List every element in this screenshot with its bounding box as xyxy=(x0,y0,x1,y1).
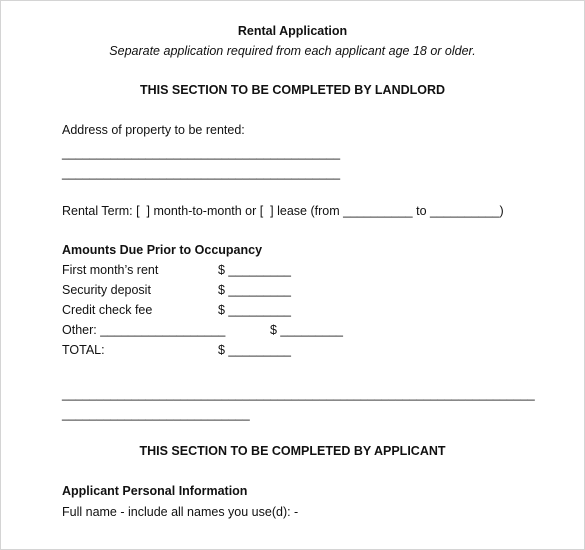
amount-value-credit-check-fee[interactable]: $ _________ xyxy=(218,303,291,317)
address-blank-line-1[interactable]: ________________________________________ xyxy=(62,146,341,160)
amount-label-credit-check-fee: Credit check fee xyxy=(62,303,153,317)
address-blank-line-2[interactable]: ________________________________________ xyxy=(62,166,341,180)
long-blank-line[interactable]: ____________________________________________________________________ xyxy=(62,387,535,401)
form-title: Rental Application xyxy=(237,24,348,38)
short-blank-line[interactable]: ___________________________ xyxy=(62,407,250,421)
full-name-label: Full name - include all names you use(d): - xyxy=(62,505,299,519)
amount-label-security-deposit: Security deposit xyxy=(62,283,151,297)
amount-value-security-deposit[interactable]: $ _________ xyxy=(218,283,291,297)
amount-value-total[interactable]: $ _________ xyxy=(218,343,291,357)
amount-label-first-month-rent: First month’s rent xyxy=(62,263,159,277)
rental-term-line[interactable]: Rental Term: [ ] month-to-month or [ ] lease (from __________ to __________) xyxy=(62,204,504,218)
amount-value-other[interactable]: $ _________ xyxy=(270,323,343,337)
address-label: Address of property to be rented: xyxy=(62,123,245,137)
form-subtitle: Separate application required from each applicant age 18 or older. xyxy=(109,44,476,58)
personal-info-heading: Applicant Personal Information xyxy=(62,484,248,498)
applicant-section-heading: THIS SECTION TO BE COMPLETED BY APPLICANT xyxy=(139,444,446,458)
amount-label-other[interactable]: Other: __________________ xyxy=(62,323,226,337)
landlord-section-heading: THIS SECTION TO BE COMPLETED BY LANDLORD xyxy=(139,83,446,97)
amount-label-total: TOTAL: xyxy=(62,343,105,357)
amounts-heading: Amounts Due Prior to Occupancy xyxy=(62,243,263,257)
amount-value-first-month-rent[interactable]: $ _________ xyxy=(218,263,291,277)
